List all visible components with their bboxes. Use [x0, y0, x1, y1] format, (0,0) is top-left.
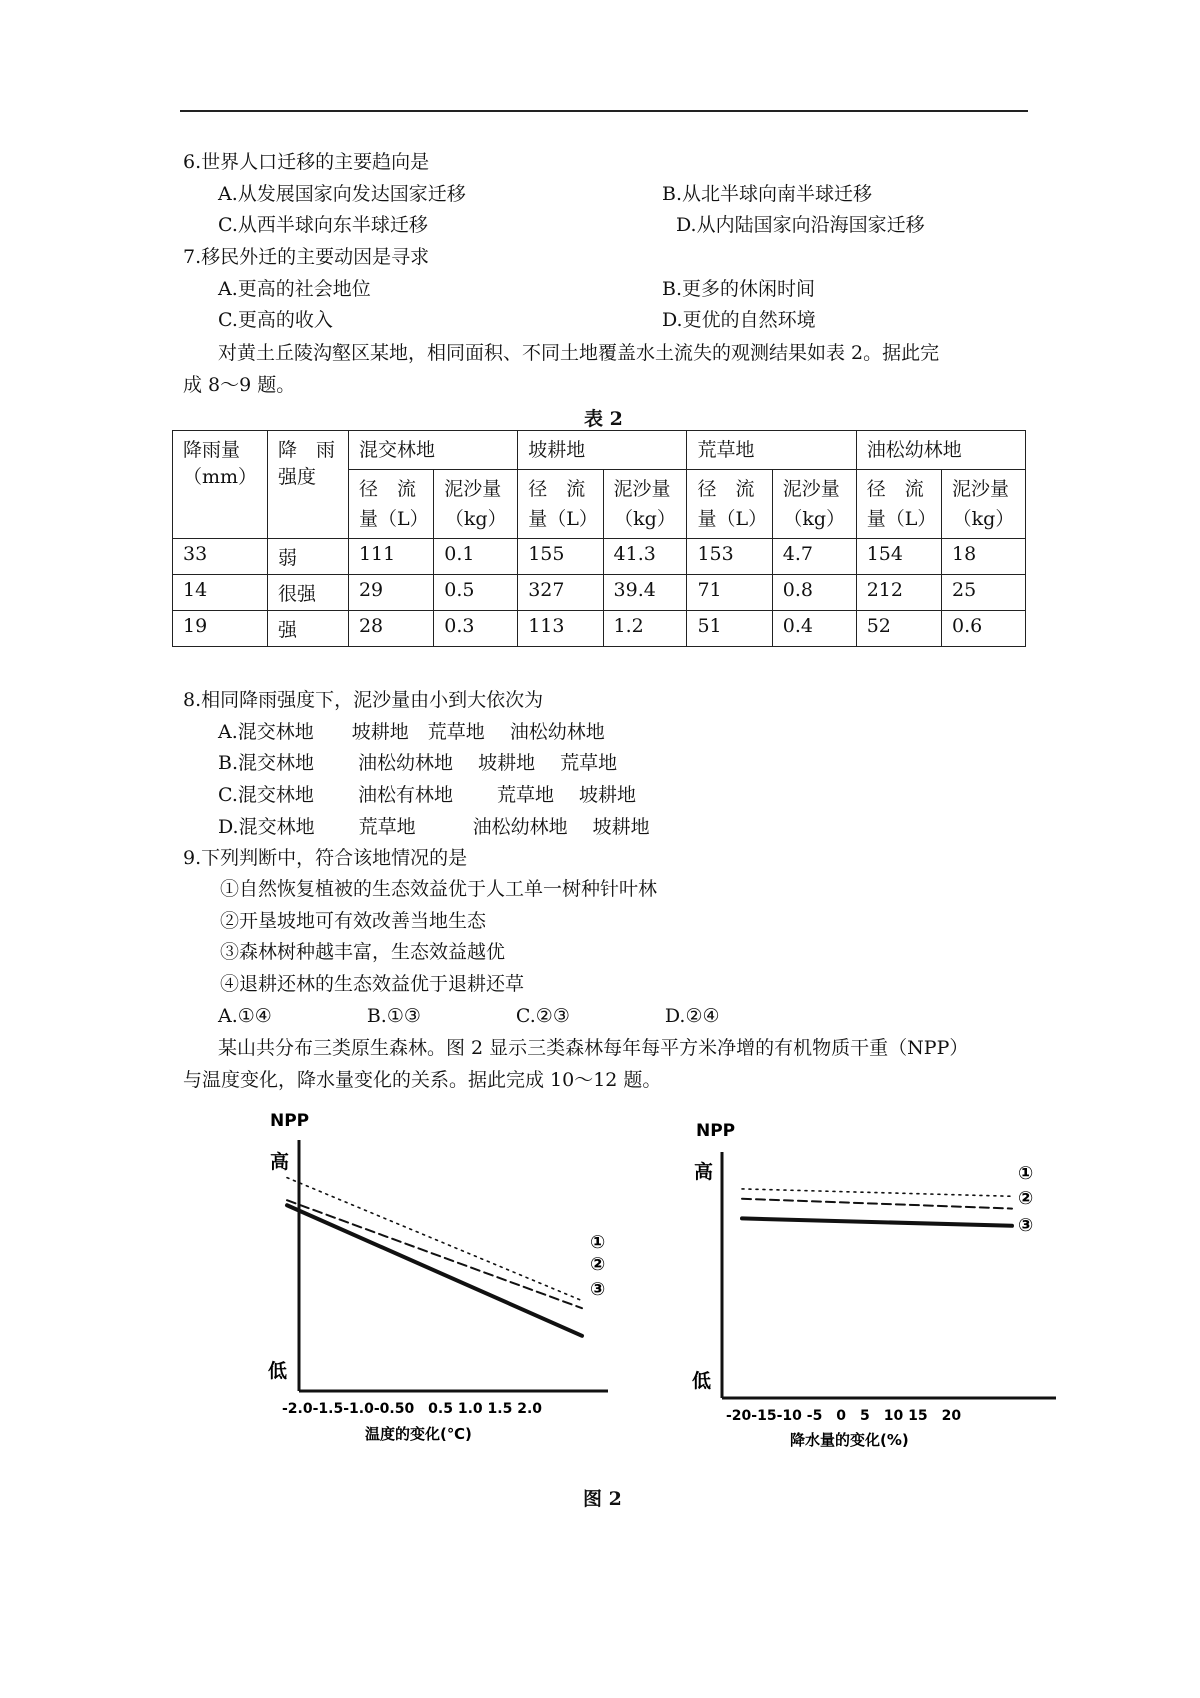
q8-option-a: A.混交林地 坡耕地 荒草地 油松幼林地: [218, 721, 605, 743]
table-cell: 0.5: [434, 575, 518, 611]
subheader-sediment: [603, 470, 687, 539]
q7-option-a: A.更高的社会地位: [218, 278, 371, 300]
q9-stem: 9.下列判断中，符合该地情况的是: [183, 847, 468, 869]
table-title: 表 2: [584, 408, 623, 430]
sub-runoff-2: 量（L）: [866, 508, 937, 530]
intro-10-12-line1: 某山共分布三类原生森林。图 2 显示三类森林每年每平方米净增的有机物质干重（NPP）: [218, 1037, 969, 1059]
q6-option-b: B.从北半球向南半球迁移: [662, 183, 873, 205]
table-cell: 25: [942, 575, 1026, 611]
table-cell: 1.2: [603, 611, 687, 647]
table-cell: 0.3: [434, 611, 518, 647]
table-cell: 0.1: [434, 539, 518, 575]
sub-runoff-1: 径 流: [697, 478, 755, 500]
subheader-sediment: [772, 470, 856, 539]
chart-precipitation: [692, 1121, 1056, 1449]
soil-erosion-table: [172, 430, 1026, 647]
sub-sed-1: 泥沙量: [782, 478, 840, 500]
q8-option-b: B.混交林地 油松幼林地 坡耕地 荒草地: [218, 752, 618, 774]
q6-option-c: C.从西半球向东半球迁移: [218, 214, 428, 236]
q9-statement-4: ④退耕还林的生态效益优于退耕还草: [220, 973, 525, 995]
table-cell: 41.3: [603, 539, 687, 575]
figure-caption: 图 2: [583, 1488, 622, 1510]
right-xticks: -20-15-10 -5 0 5 10 15 20: [726, 1408, 962, 1424]
q8-option-c: C.混交林地 油松有林地 荒草地 坡耕地: [218, 784, 637, 806]
q7-stem: 7.移民外迁的主要动因是寻求: [183, 246, 430, 268]
table-cell: 29: [348, 575, 433, 611]
table-cell: 14: [173, 575, 268, 611]
series-line-1: [287, 1178, 582, 1301]
table-cell: 0.4: [772, 611, 856, 647]
table-cell: 0.6: [942, 611, 1026, 647]
intro-8-9-line2: 成 8～9 题。: [183, 374, 296, 396]
q7-option-d: D.更优的自然环境: [662, 309, 816, 331]
intro-10-12-line2: 与温度变化，降水量变化的关系。据此完成 10～12 题。: [183, 1069, 662, 1091]
header-group-grassland: 荒草地: [687, 431, 856, 470]
table-cell: 0.8: [772, 575, 856, 611]
table-cell: 28: [348, 611, 433, 647]
right-y-high: 高: [694, 1161, 714, 1183]
q9-options: A.①④ B.①③ C.②③ D.②④: [218, 1005, 720, 1027]
left-xticks: -2.0-1.5-1.0-0.50 0.5 1.0 1.5 2.0: [282, 1401, 543, 1417]
sub-sed-2: （kg）: [444, 508, 507, 530]
q9-statement-3: ③森林树种越丰富，生态效益越优: [220, 941, 506, 963]
q9-statement-1: ①自然恢复植被的生态效益优于人工单一树种针叶林: [220, 878, 658, 900]
subheader-sediment: [942, 470, 1026, 539]
right-marker-2: ②: [1018, 1188, 1034, 1209]
subheader-runoff: [518, 470, 603, 539]
series-line-3: [287, 1205, 582, 1336]
sub-sed-1: 泥沙量: [952, 478, 1010, 500]
header-group-pine-forest: 油松幼林地: [856, 431, 1025, 470]
sub-sed-2: （kg）: [952, 508, 1015, 530]
table-cell: 39.4: [603, 575, 687, 611]
sub-sed-2: （kg）: [783, 508, 846, 530]
q6-option-d: D.从内陆国家向沿海国家迁移: [676, 214, 925, 236]
sub-runoff-2: 量（L）: [697, 508, 768, 530]
q8-option-d: D.混交林地 荒草地 油松幼林地 坡耕地: [218, 816, 650, 838]
q6-stem: 6.世界人口迁移的主要趋向是: [183, 151, 430, 173]
subheader-sediment: [434, 470, 518, 539]
table-cell: 111: [348, 539, 433, 575]
table-cell: 153: [687, 539, 772, 575]
sub-sed-2: （kg）: [614, 508, 676, 530]
table-cell: 很强: [268, 575, 349, 611]
sub-runoff-2: 量（L）: [358, 508, 429, 530]
table-cell: 155: [518, 539, 603, 575]
figure-2-charts: [0, 1100, 1200, 1480]
right-y-low: 低: [692, 1370, 712, 1392]
left-y-low: 低: [268, 1360, 288, 1382]
table-cell: 113: [518, 611, 603, 647]
sub-runoff-1: 径 流: [528, 478, 586, 500]
table-cell: 52: [856, 611, 941, 647]
series-line-3: [742, 1218, 1012, 1225]
sub-runoff-1: 径 流: [866, 478, 924, 500]
chart-temperature: [268, 1111, 608, 1443]
table-cell: 33: [173, 539, 268, 575]
q7-option-c: C.更高的收入: [218, 309, 333, 331]
header-group-mixed-forest: 混交林地: [348, 431, 517, 470]
table-cell: 327: [518, 575, 603, 611]
table-cell: 4.7: [772, 539, 856, 575]
subheader-runoff: [348, 470, 433, 539]
header-intensity: [268, 431, 349, 539]
series-line-1: [742, 1189, 1012, 1196]
table-cell: 212: [856, 575, 941, 611]
sub-runoff-1: 径 流: [358, 478, 416, 500]
q7-option-b: B.更多的休闲时间: [662, 278, 816, 300]
header-group-slope-farmland: 坡耕地: [518, 431, 687, 470]
header-rule: [180, 110, 1028, 112]
table-cell: 51: [687, 611, 772, 647]
series-line-2: [287, 1200, 582, 1308]
sub-sed-1: 泥沙量: [444, 478, 502, 500]
header-rainfall-label: 降雨量: [183, 439, 241, 461]
sub-sed-1: 泥沙量: [613, 478, 671, 500]
q9-statement-2: ②开垦坡地可有效改善当地生态: [220, 910, 487, 932]
right-marker-3: ③: [1018, 1215, 1034, 1236]
right-ylabel: NPP: [696, 1121, 736, 1141]
q6-option-a: A.从发展国家向发达国家迁移: [218, 183, 466, 205]
subheader-runoff: [856, 470, 941, 539]
right-marker-1: ①: [1018, 1163, 1034, 1184]
table-cell: 18: [942, 539, 1026, 575]
table-row: [173, 611, 1026, 647]
header-intensity-line1: 降 雨: [278, 439, 336, 461]
table-row: [173, 539, 1026, 575]
table-body: [173, 539, 1026, 647]
right-xlabel: 降水量的变化(%): [790, 1431, 909, 1449]
left-marker-3: ③: [590, 1279, 606, 1300]
left-marker-1: ①: [590, 1232, 606, 1253]
header-rainfall: [173, 431, 268, 539]
series-line-2: [742, 1199, 1012, 1209]
table-row: [173, 575, 1026, 611]
left-ylabel: NPP: [270, 1111, 310, 1131]
table-cell: 71: [687, 575, 772, 611]
table-cell: 弱: [268, 539, 349, 575]
subheader-runoff: [687, 470, 772, 539]
table-cell: 强: [268, 611, 349, 647]
header-rainfall-unit: （mm）: [183, 466, 258, 488]
table-header-row: [173, 431, 1026, 470]
left-xlabel: 温度的变化(℃): [365, 1425, 472, 1443]
table-cell: 19: [173, 611, 268, 647]
left-marker-2: ②: [590, 1254, 606, 1275]
sub-runoff-2: 量（L）: [528, 508, 598, 530]
left-y-high: 高: [270, 1151, 290, 1173]
q8-stem: 8.相同降雨强度下，泥沙量由小到大依次为: [183, 689, 544, 711]
intro-8-9-line1: 对黄土丘陵沟壑区某地，相同面积、不同土地覆盖水土流失的观测结果如表 2。据此完: [218, 342, 940, 364]
table-cell: 154: [856, 539, 941, 575]
header-intensity-line2: 强度: [278, 466, 317, 488]
